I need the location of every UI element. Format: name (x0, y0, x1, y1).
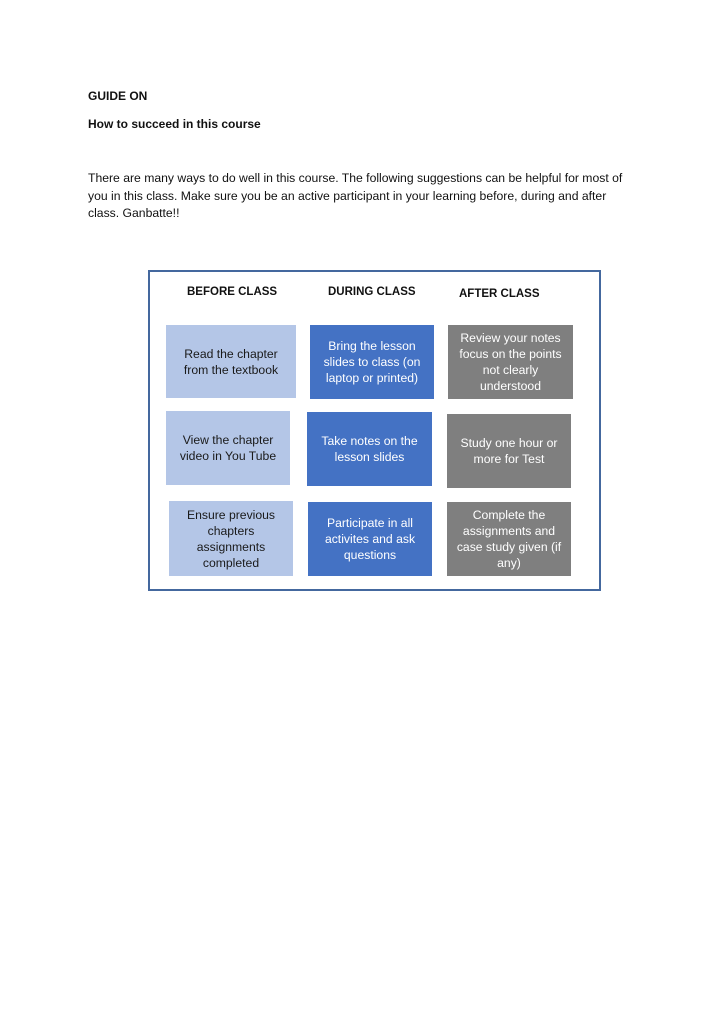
after-class-item: Review your notes focus on the points not clearly understood (448, 325, 573, 399)
during-class-item: Participate in all activites and ask questions (308, 502, 432, 576)
intro-paragraph: There are many ways to do well in this course. The following suggestions can be helpful for most of you in this class. Make sure you be an active participant in your learning before, during and after class. Ganbatte!! (88, 171, 623, 220)
column-header-during-class: DURING CLASS (328, 286, 416, 298)
during-class-item: Take notes on the lesson slides (307, 412, 432, 486)
document-title: GUIDE ON (88, 89, 148, 103)
during-class-item: Bring the lesson slides to class (on laptop or printed) (310, 325, 434, 399)
before-class-item: Ensure previous chapters assignments completed (169, 501, 293, 576)
document-subtitle: How to succeed in this course (88, 117, 261, 131)
before-class-item: Read the chapter from the textbook (166, 325, 296, 398)
after-class-item: Complete the assignments and case study given (if any) (447, 502, 571, 576)
column-header-before-class: BEFORE CLASS (187, 286, 278, 298)
after-class-item: Study one hour or more for Test (447, 414, 571, 488)
before-class-item: View the chapter video in You Tube (166, 411, 290, 485)
column-header-after-class: AFTER CLASS (459, 288, 540, 300)
